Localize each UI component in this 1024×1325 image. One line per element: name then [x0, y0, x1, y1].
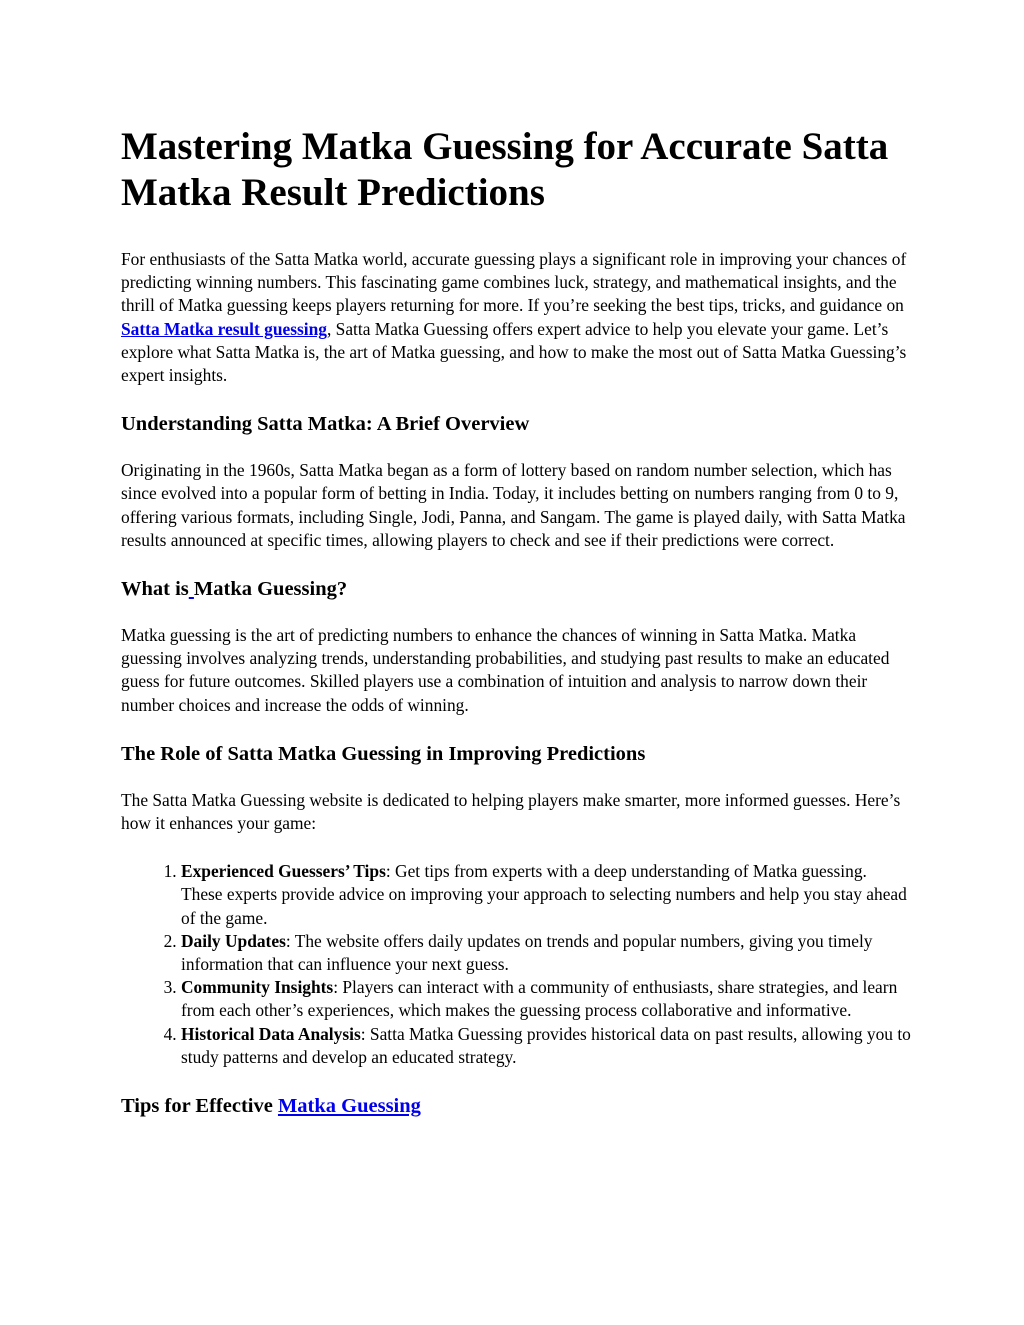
- section-heading-overview: Understanding Satta Matka: A Brief Overview: [121, 413, 530, 436]
- intro-text-before: For enthusiasts of the Satta Matka world, accurate guessing plays a significant role in improving your chances of predicting winning numbers. This fascinating game combines luck, strategy, and mathematical insights, and the thrill of Matka guessing keeps players returning for more. If you’re seeking the best tips, tricks, and guidance on: [121, 249, 907, 316]
- list-item: [181, 860, 911, 930]
- list-item: [181, 976, 911, 1022]
- what-is-heading-part1: What is: [121, 578, 189, 601]
- list-item: [181, 1023, 911, 1069]
- matka-guessing-paragraph: Matka guessing is the art of predicting numbers to enhance the chances of winning in Satta Matka. Matka guessing involves analyzing trends, understanding probabilities, and studying past results to make an educated guess for future outcomes. Skilled players use a combination of intuition and analysis to narrow down their number choices and increase the odds of winning.: [121, 625, 890, 715]
- intro-text-after: , Satta Matka Guessing offers expert advice to help you elevate your game. Let’s explore what Satta Matka is, the art of Matka guessing, and how to make the most out of Satta Matka Guessing’s expert insights.: [121, 318, 907, 386]
- document-page: [121, 124, 911, 1141]
- list-item: [181, 930, 911, 976]
- section-heading-role: The Role of Satta Matka Guessing in Improving Predictions: [121, 742, 646, 765]
- tips-heading-text: Tips for Effective: [121, 1095, 273, 1118]
- list-item-label: Community Insights: [181, 977, 334, 998]
- benefits-list: [121, 860, 911, 1069]
- intro-paragraph: [121, 248, 911, 387]
- what-is-heading-part2: Matka Guessing?: [193, 578, 348, 601]
- overview-paragraph: Originating in the 1960s, Satta Matka began as a form of lottery based on random number selection, which has since evolved into a popular form of betting in India. Today, it includes betting on numbers ranging from 0 to 9, offering various formats, including Single, Jodi, Panna, and Sangam. The game is played daily, with Satta Matka results announced at specific times, allowing players to check and see if their predictions were correct.: [121, 460, 906, 550]
- list-item-label: Experienced Guessers’ Tips: [181, 861, 386, 882]
- page-title: Mastering Matka Guessing for Accurate Satta Matka Result Predictions: [121, 125, 889, 214]
- list-item-label: Daily Updates: [181, 930, 286, 951]
- list-item-text: : Players can interact with a community of enthusiasts, share strategies, and learn from each other’s experiences, which makes the guessing process collaborative and informative.: [181, 977, 898, 1021]
- matka-guessing-link[interactable]: Matka Guessing: [277, 1095, 421, 1118]
- list-item-text: : The website offers daily updates on trends and popular numbers, giving you timely information that can influence your next guess.: [181, 930, 873, 975]
- list-item-text: : Satta Matka Guessing provides historical data on past results, allowing you to study patterns and develop an educated strategy.: [181, 1023, 911, 1067]
- section-heading-what-is-matka-guessing: [121, 577, 911, 601]
- list-item-label: Historical Data Analysis: [181, 1023, 361, 1044]
- section-heading-tips: [121, 1094, 911, 1118]
- satta-matka-result-guessing-link[interactable]: Satta Matka result guessing: [121, 318, 327, 339]
- role-paragraph: The Satta Matka Guessing website is dedicated to helping players make smarter, more informed guesses. Here’s how it enhances your game:: [121, 789, 901, 834]
- list-item-text: : Get tips from experts with a deep understanding of Matka guessing. These experts provide advice on improving your approach to selecting numbers and help you stay ahead of the game.: [181, 861, 907, 928]
